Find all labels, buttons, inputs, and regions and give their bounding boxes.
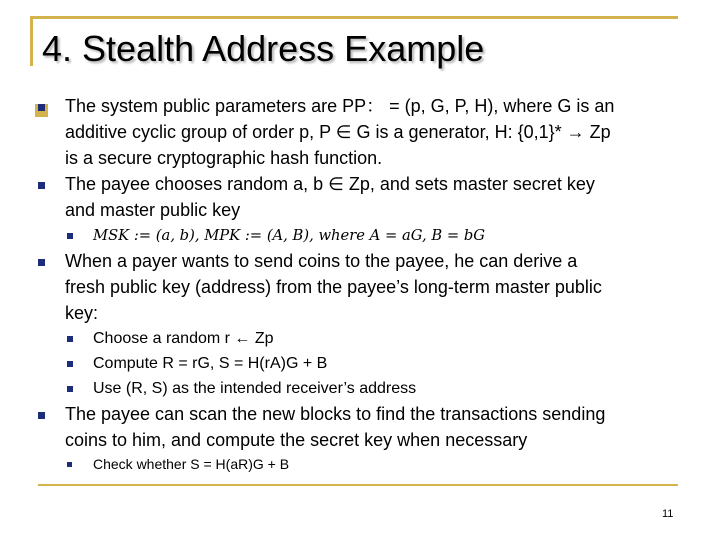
bullet-continuation [38,119,678,145]
bullet-continuation [38,427,678,453]
subbullet-compute [38,351,678,376]
bullet-text: additive cyclic group of order p, P ∈ G is a generator, H: {0,1}* → Zp [65,122,611,142]
bullet-continuation [38,274,678,300]
bullet-text: Use (R, S) as the intended receiver’s address [93,380,417,397]
slide-title: 4. Stealth Address Example [42,28,485,69]
bullet-text: key: [65,303,99,323]
bullet-system-parameters [38,93,678,119]
bullet-text: fresh public key (address) from the payee’s long-term master public [65,277,602,297]
bullet-text: Check whether S = H(aR)G + B [93,456,290,472]
bullet-text: coins to him, and compute the secret key when necessary [65,430,528,450]
bottom-rule [38,484,678,486]
bullet-continuation [38,197,678,223]
bullet-text: Compute R = rG, S = H(rA)G + B [93,355,328,372]
top-rule [30,16,678,19]
subbullet-choose-random [38,326,678,351]
bullet-payee-scans [38,401,678,427]
bullet-text: When a payer wants to send coins to the payee, he can derive a [65,251,578,271]
bullet-text: The payee can scan the new blocks to find the transactions sending [65,404,606,424]
bullet-text: is a secure cryptographic hash function. [65,148,383,168]
subbullet-check-whether [38,453,678,475]
bullet-payee-chooses [38,171,678,197]
bullet-text: MSK := (a, b), MPK := (A, B), where A = aG, B = bG [93,227,486,244]
bullet-continuation [38,145,678,171]
bullet-text: Choose a random r ← Zp [93,330,274,347]
left-rule [30,16,33,66]
bullet-payer-derives [38,248,678,274]
subbullet-use-address [38,376,678,401]
bullet-continuation [38,300,678,326]
subbullet-msk-mpk [38,223,678,248]
page-number: 11 [662,508,674,520]
bullet-text: The system public parameters are PP： = (p, G, P, H), where G is an [65,96,615,116]
bullet-text: and master public key [65,200,241,220]
slide-content [38,93,678,475]
bullet-text: The payee chooses random a, b ∈ Zp, and sets master secret key [65,174,595,194]
